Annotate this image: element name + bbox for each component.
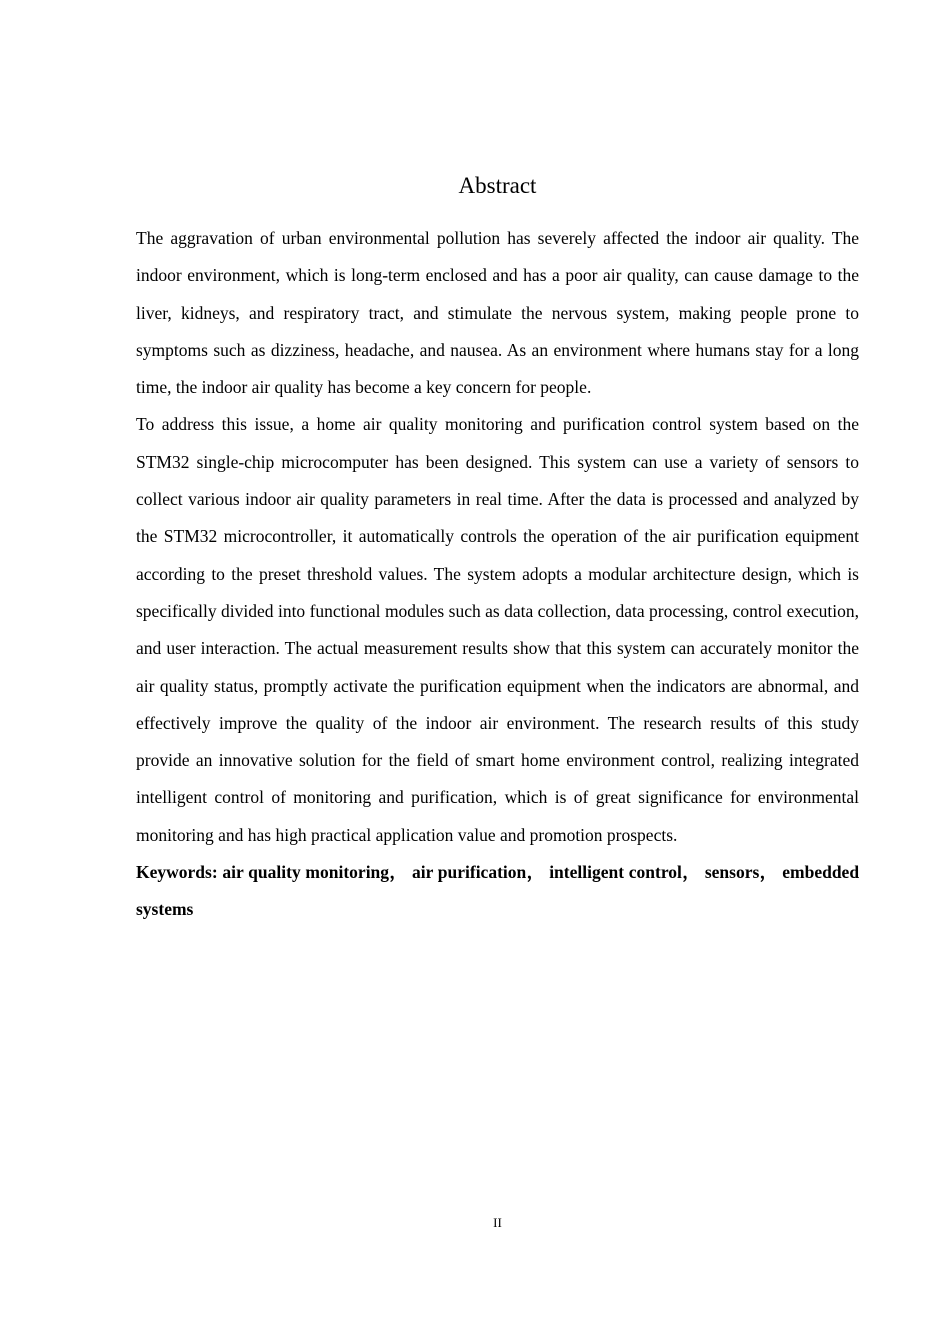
keyword-separator: ， — [389, 862, 408, 883]
keywords-line — [136, 854, 859, 928]
keywords-label: Keywords: — [136, 862, 218, 883]
keyword-separator: ， — [681, 862, 701, 883]
page-number: II — [493, 1215, 502, 1230]
keyword-item: sensors — [704, 862, 760, 883]
keyword-item: air purification — [411, 862, 527, 883]
abstract-body — [136, 220, 859, 928]
keyword-item: embedded systems — [136, 862, 860, 920]
keyword-item: air quality monitoring — [222, 862, 390, 883]
keyword-separator: ， — [759, 862, 778, 883]
keyword-separator: ， — [526, 862, 545, 883]
abstract-paragraph-2: To address this issue, a home air quality monitoring and purification control system based on the STM32 single-chip microcomputer has been designed. This system can use a variety of sensors to collect various indoor air quality parameters in real time. After the data is processed and analyzed by the STM32 microcontroller, it automatically controls the operation of the air purification equipment according to the preset threshold values. The system adopts a modular architecture design, which is specifically divided into functional modules such as data collection, data processing, control execution, and user interaction. The actual measurement results show that this system can accurately monitor the air quality status, promptly activate the purification equipment when the indicators are abnormal, and effectively improve the quality of the indoor air environment. The research results of this study provide an innovative solution for the field of smart home environment control, realizing integrated intelligent control of monitoring and purification, which is of great significance for environmental monitoring and has high practical application value and promotion prospects. — [136, 414, 859, 845]
abstract-paragraph-1: The aggravation of urban environmental pollution has severely affected the indoor air quality. The indoor environment, which is long-term enclosed and has a poor air quality, can cause damage to the liver, kidneys, and respiratory tract, and stimulate the nervous system, making people prone to symptoms such as dizziness, headache, and nausea. As an environment where humans stay for a long time, the indoor air quality has become a key concern for people. — [136, 228, 859, 398]
keyword-item: intelligent control — [549, 862, 682, 883]
abstract-title: Abstract — [458, 173, 537, 198]
